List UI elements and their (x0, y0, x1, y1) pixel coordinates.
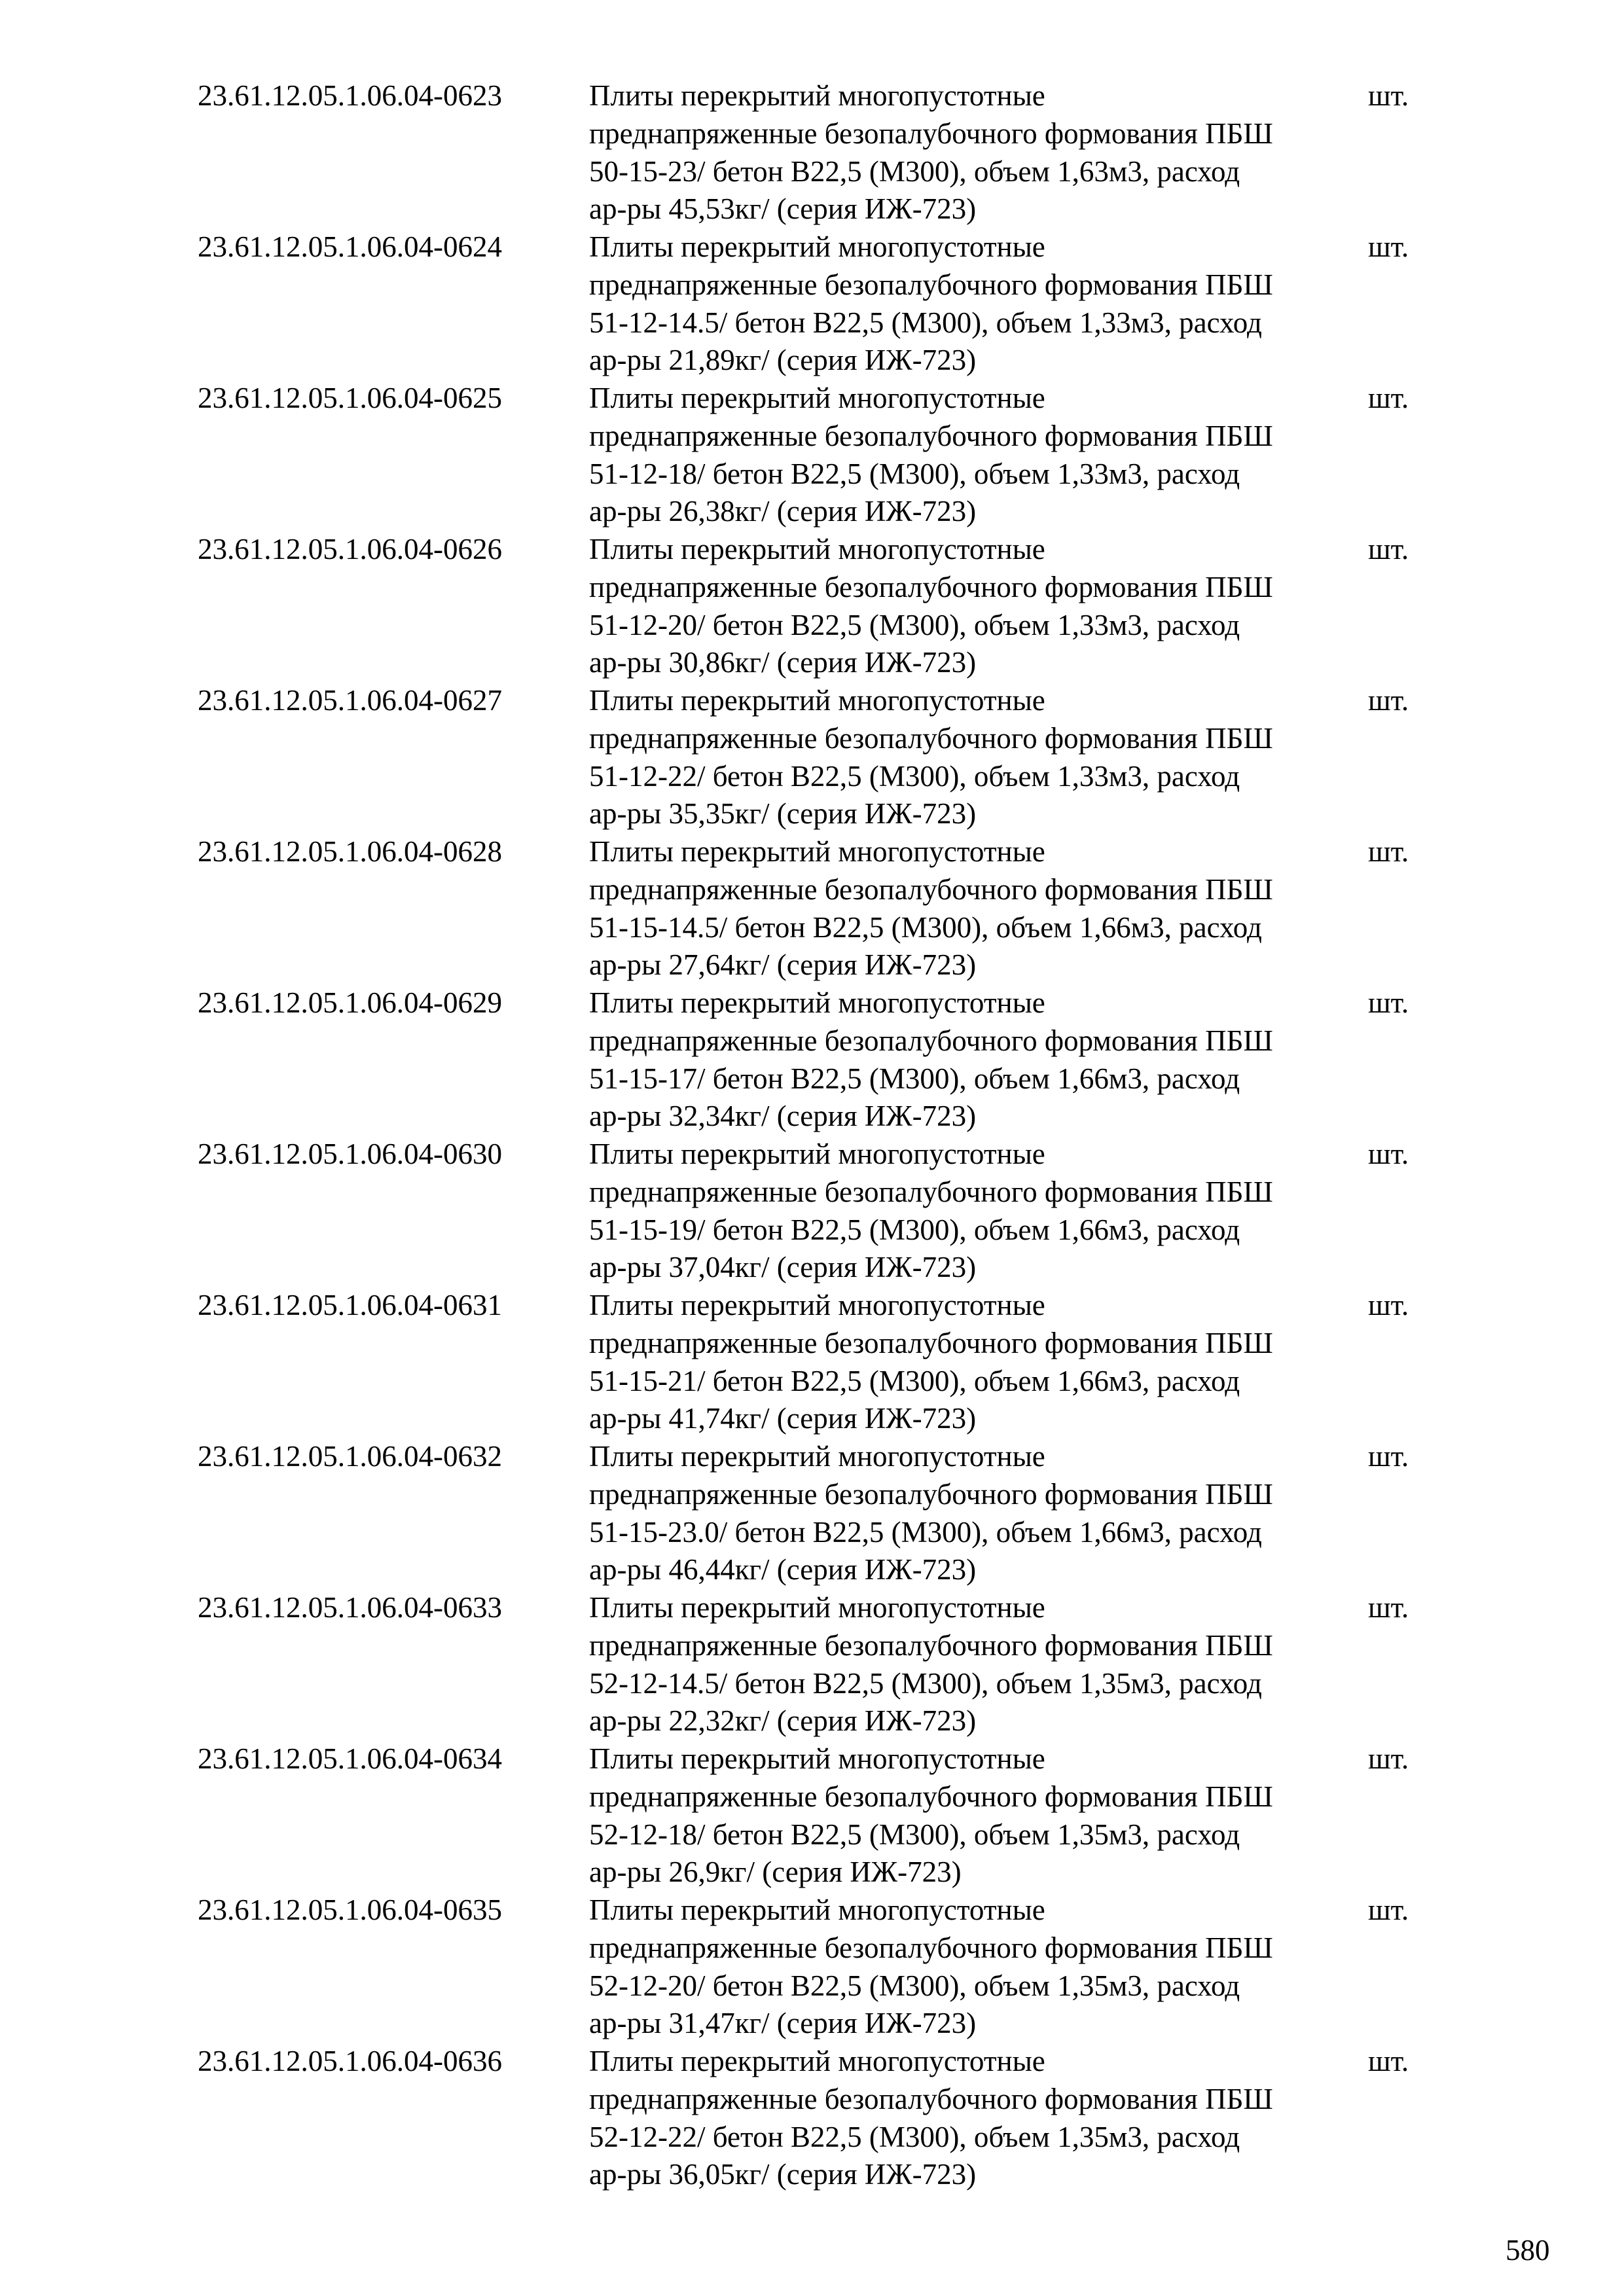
item-unit: шт. (1368, 835, 1409, 868)
item-code: 23.61.12.05.1.06.04-0631 (198, 1289, 502, 1321)
list-item (198, 380, 1441, 531)
item-description-line: преднапряженные безопалубочного формования ПБШ (589, 570, 1273, 603)
item-description (589, 1740, 1571, 1892)
item-description-line: 51-15-23.0/ бетон B22,5 (M300), объем 1,66м3, расход (589, 1515, 1262, 1549)
item-unit: шт. (1368, 986, 1409, 1019)
item-unit: шт. (1368, 533, 1409, 565)
item-description-line: ар-ры 26,38кг/ (серия ИЖ-723) (589, 495, 977, 528)
item-description-line: 50-15-23/ бетон B22,5 (M300), объем 1,63м3, расход (589, 154, 1240, 188)
item-description-line: 52-12-20/ бетон B22,5 (M300), объем 1,35м3, расход (589, 1969, 1240, 2002)
item-description-line: преднапряженные безопалубочного формования ПБШ (589, 2082, 1273, 2115)
item-code: 23.61.12.05.1.06.04-0629 (198, 986, 502, 1019)
item-description-line: ар-ры 35,35кг/ (серия ИЖ-723) (589, 797, 977, 831)
item-description-line: преднапряженные безопалубочного формования ПБШ (589, 1780, 1273, 1813)
item-description (589, 380, 1571, 531)
item-description-line: ар-ры 26,9кг/ (серия ИЖ-723) (589, 1856, 962, 1889)
list-item (198, 1589, 1441, 1740)
item-description-line: ар-ры 22,32кг/ (серия ИЖ-723) (589, 1704, 977, 1738)
item-description-line: преднапряженные безопалубочного формования ПБШ (589, 1477, 1273, 1511)
item-description-line: преднапряженные безопалубочного формования ПБШ (589, 419, 1273, 452)
item-description-line: 51-12-18/ бетон B22,5 (M300), объем 1,33м3, расход (589, 457, 1240, 490)
item-unit: шт. (1368, 230, 1409, 263)
item-description-line: преднапряженные безопалубочного формования ПБШ (589, 117, 1273, 150)
item-description-line: ар-ры 37,04кг/ (серия ИЖ-723) (589, 1251, 977, 1284)
item-description-line: Плиты перекрытий многопустотные (589, 835, 1045, 868)
item-unit: шт. (1368, 79, 1409, 112)
item-description (589, 1287, 1571, 1438)
entries-list (198, 77, 1441, 2194)
item-unit: шт. (1368, 684, 1409, 717)
item-description-line: преднапряженные безопалубочного формования ПБШ (589, 1175, 1273, 1208)
item-code: 23.61.12.05.1.06.04-0635 (198, 1893, 502, 1926)
item-code: 23.61.12.05.1.06.04-0632 (198, 1440, 502, 1473)
item-code: 23.61.12.05.1.06.04-0625 (198, 382, 502, 414)
item-code: 23.61.12.05.1.06.04-0626 (198, 533, 502, 565)
list-item (198, 228, 1441, 380)
item-description-line: Плиты перекрытий многопустотные (589, 1289, 1045, 1321)
item-description-line: 52-12-14.5/ бетон B22,5 (M300), объем 1,35м3, расход (589, 1666, 1262, 1700)
item-code: 23.61.12.05.1.06.04-0627 (198, 684, 502, 717)
list-item (198, 833, 1441, 984)
item-description-line: Плиты перекрытий многопустотные (589, 2045, 1045, 2077)
page-number: 580 (1506, 2234, 1550, 2267)
item-description-line: Плиты перекрытий многопустотные (589, 1440, 1045, 1473)
item-unit: шт. (1368, 382, 1409, 414)
item-description-line: ар-ры 27,64кг/ (серия ИЖ-723) (589, 948, 977, 982)
item-description-line: 51-12-22/ бетон B22,5 (M300), объем 1,33м3, расход (589, 759, 1240, 793)
item-code: 23.61.12.05.1.06.04-0628 (198, 835, 502, 868)
item-description-line: преднапряженные безопалубочного формования ПБШ (589, 268, 1273, 301)
item-description (589, 228, 1571, 380)
item-description-line: Плиты перекрытий многопустотные (589, 1893, 1045, 1926)
item-description-line: Плиты перекрытий многопустотные (589, 684, 1045, 717)
list-item (198, 1287, 1441, 1438)
item-description-line: преднапряженные безопалубочного формования ПБШ (589, 1628, 1273, 1662)
item-description-line: преднапряженные безопалубочного формования ПБШ (589, 1024, 1273, 1057)
item-description (589, 833, 1571, 984)
item-description-line: ар-ры 30,86кг/ (серия ИЖ-723) (589, 646, 977, 679)
item-description-line: ар-ры 45,53кг/ (серия ИЖ-723) (589, 192, 977, 226)
item-description-line: ар-ры 32,34кг/ (серия ИЖ-723) (589, 1100, 977, 1133)
item-code: 23.61.12.05.1.06.04-0630 (198, 1138, 502, 1170)
item-description-line: ар-ры 46,44кг/ (серия ИЖ-723) (589, 1553, 977, 1587)
list-item (198, 1892, 1441, 2043)
item-unit: шт. (1368, 1440, 1409, 1473)
item-description-line: преднапряженные безопалубочного формования ПБШ (589, 872, 1273, 906)
item-code: 23.61.12.05.1.06.04-0633 (198, 1591, 502, 1624)
item-description (589, 2043, 1571, 2194)
item-description (589, 77, 1571, 228)
list-item (198, 2043, 1441, 2194)
list-item (198, 1136, 1441, 1287)
item-description-line: Плиты перекрытий многопустотные (589, 986, 1045, 1019)
list-item (198, 531, 1441, 682)
item-description-line: 51-12-20/ бетон B22,5 (M300), объем 1,33м3, расход (589, 608, 1240, 641)
item-description-line: ар-ры 36,05кг/ (серия ИЖ-723) (589, 2158, 977, 2191)
item-description (589, 1438, 1571, 1589)
item-description-line: ар-ры 21,89кг/ (серия ИЖ-723) (589, 344, 977, 377)
item-description-line: Плиты перекрытий многопустотные (589, 382, 1045, 414)
item-description (589, 1136, 1571, 1287)
item-description-line: преднапряженные безопалубочного формования ПБШ (589, 1326, 1273, 1359)
item-description (589, 1589, 1571, 1740)
list-item (198, 1438, 1441, 1589)
item-description-line: 51-15-19/ бетон B22,5 (M300), объем 1,66м3, расход (589, 1213, 1240, 1246)
item-unit: шт. (1368, 1591, 1409, 1624)
item-code: 23.61.12.05.1.06.04-0636 (198, 2045, 502, 2077)
item-description-line: Плиты перекрытий многопустотные (589, 533, 1045, 565)
item-unit: шт. (1368, 1138, 1409, 1170)
item-description-line: преднапряженные безопалубочного формования ПБШ (589, 1931, 1273, 1964)
item-description-line: Плиты перекрытий многопустотные (589, 230, 1045, 263)
list-item (198, 1740, 1441, 1892)
item-description-line: Плиты перекрытий многопустотные (589, 1138, 1045, 1170)
list-item (198, 682, 1441, 833)
item-description-line: 52-12-22/ бетон B22,5 (M300), объем 1,35м3, расход (589, 2120, 1240, 2153)
item-description-line: преднапряженные безопалубочного формования ПБШ (589, 721, 1273, 755)
item-description-line: Плиты перекрытий многопустотные (589, 79, 1045, 112)
list-item (198, 77, 1441, 228)
list-item (198, 984, 1441, 1136)
item-code: 23.61.12.05.1.06.04-0634 (198, 1742, 502, 1775)
item-description-line: ар-ры 41,74кг/ (серия ИЖ-723) (589, 1402, 977, 1435)
item-unit: шт. (1368, 1893, 1409, 1926)
item-unit: шт. (1368, 1289, 1409, 1321)
item-description (589, 984, 1571, 1136)
item-code: 23.61.12.05.1.06.04-0624 (198, 230, 502, 263)
item-description (589, 531, 1571, 682)
item-description-line: 51-15-17/ бетон B22,5 (M300), объем 1,66м3, расход (589, 1062, 1240, 1095)
item-description (589, 682, 1571, 833)
item-code: 23.61.12.05.1.06.04-0623 (198, 79, 502, 112)
item-unit: шт. (1368, 1742, 1409, 1775)
item-description-line: Плиты перекрытий многопустотные (589, 1591, 1045, 1624)
item-unit: шт. (1368, 2045, 1409, 2077)
item-description-line: ар-ры 31,47кг/ (серия ИЖ-723) (589, 2007, 977, 2040)
item-description-line: 51-12-14.5/ бетон B22,5 (M300), объем 1,33м3, расход (589, 306, 1262, 339)
item-description (589, 1892, 1571, 2043)
item-description-line: Плиты перекрытий многопустотные (589, 1742, 1045, 1775)
item-description-line: 51-15-21/ бетон B22,5 (M300), объем 1,66м3, расход (589, 1364, 1240, 1397)
item-description-line: 52-12-18/ бетон B22,5 (M300), объем 1,35м3, расход (589, 1818, 1240, 1851)
item-description-line: 51-15-14.5/ бетон B22,5 (M300), объем 1,66м3, расход (589, 910, 1262, 944)
